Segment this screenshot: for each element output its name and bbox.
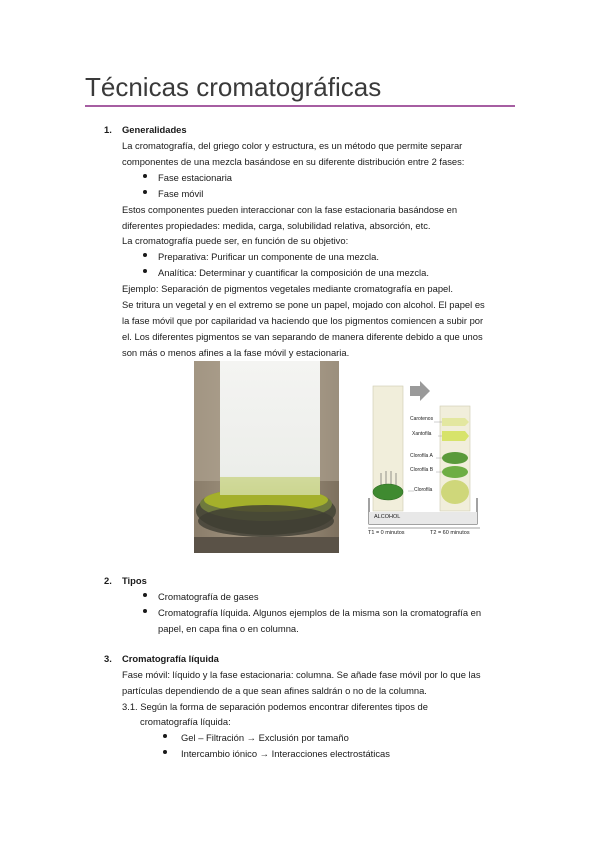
list-item-continued: papel, en capa fina o en columna.: [158, 623, 299, 634]
paragraph-line: partículas dependiendo de a que sean afines saldrán o no de la columna.: [122, 685, 427, 696]
paragraph-line: son más o menos afines a la fase móvil y estacionaria.: [122, 347, 350, 358]
diagram-label: Clorofila A: [410, 453, 433, 459]
section-number: 3.: [104, 653, 112, 664]
chromatography-photo: [194, 361, 339, 553]
list-item: Fase móvil: [158, 188, 204, 199]
paragraph-line: la fase móvil que por capilaridad va haciendo que los pigmentos comiencen a subir por: [122, 315, 484, 326]
title-divider: [85, 105, 515, 107]
paragraph-line: Ejemplo: Separación de pigmentos vegetales mediante cromatografía en papel.: [122, 283, 453, 294]
paragraph-line: Estos componentes pueden interaccionar con la fase estacionaria basándose en: [122, 204, 458, 215]
list-item: Cromatografía de gases: [158, 591, 259, 602]
paragraph-line: diferentes propiedades: medida, carga, solubilidad relativa, absorción, etc.: [122, 220, 431, 231]
section-number: 2.: [104, 575, 112, 586]
time-label: T1 = 0 minutos: [368, 530, 405, 536]
bullet-icon: [143, 190, 147, 194]
subsection-line: cromatografía líquida:: [140, 716, 231, 727]
paragraph-line: La cromatografía puede ser, en función de su objetivo:: [122, 235, 349, 246]
time-label: T2 = 60 minutos: [430, 530, 470, 536]
pigment-separation-diagram: [368, 378, 480, 540]
section-number: 1.: [104, 124, 112, 135]
paragraph-line: Se tritura un vegetal y en el extremo se pone un papel, mojado con alcohol. El papel es: [122, 299, 485, 310]
list-item: Fase estacionaria: [158, 172, 232, 183]
bullet-icon: [163, 734, 167, 738]
subsection-line: 3.1. Según la forma de separación podemos encontrar diferentes tipos de: [122, 701, 428, 712]
bullet-icon: [143, 253, 147, 257]
paragraph-line: La cromatografía, del griego color y estructura, es un método que permite separar: [122, 140, 463, 151]
paragraph-line: el. Los diferentes pigmentos se van separando de manera diferente debido a que unos: [122, 331, 483, 342]
paragraph-line: Fase móvil: líquido y la fase estacionaria: columna. Se añade fase móvil por lo que las: [122, 669, 481, 680]
section-heading: Cromatografía líquida: [122, 653, 219, 664]
alcohol-label: ALCOHOL: [374, 514, 401, 520]
diagram-label: Clorofila B: [410, 467, 434, 473]
bullet-icon: [143, 269, 147, 273]
section-heading: Tipos: [122, 575, 147, 586]
list-item: Preparativa: Purificar un componente de una mezcla.: [158, 251, 379, 262]
diagram-label: Carotenos: [410, 416, 434, 422]
bullet-icon: [143, 174, 147, 178]
page-title: Técnicas cromatográficas: [85, 72, 382, 102]
bullet-icon: [143, 593, 147, 597]
list-item: Gel – Filtración → Exclusión por tamaño: [181, 732, 349, 743]
paragraph-line: componentes de una mezcla basándose en su diferente distribución entre 2 fases:: [122, 156, 465, 167]
bullet-icon: [143, 609, 147, 613]
diagram-label: Xantofila: [412, 431, 432, 437]
list-item: Cromatografía líquida. Algunos ejemplos de la misma son la cromatografía en: [158, 607, 482, 618]
list-item: Intercambio iónico → Interacciones electrostáticas: [181, 748, 390, 759]
bullet-icon: [163, 750, 167, 754]
diagram-label: Clorofila: [414, 487, 433, 493]
list-item: Analítica: Determinar y cuantificar la composición de una mezcla.: [158, 267, 429, 278]
section-heading: Generalidades: [122, 124, 187, 135]
